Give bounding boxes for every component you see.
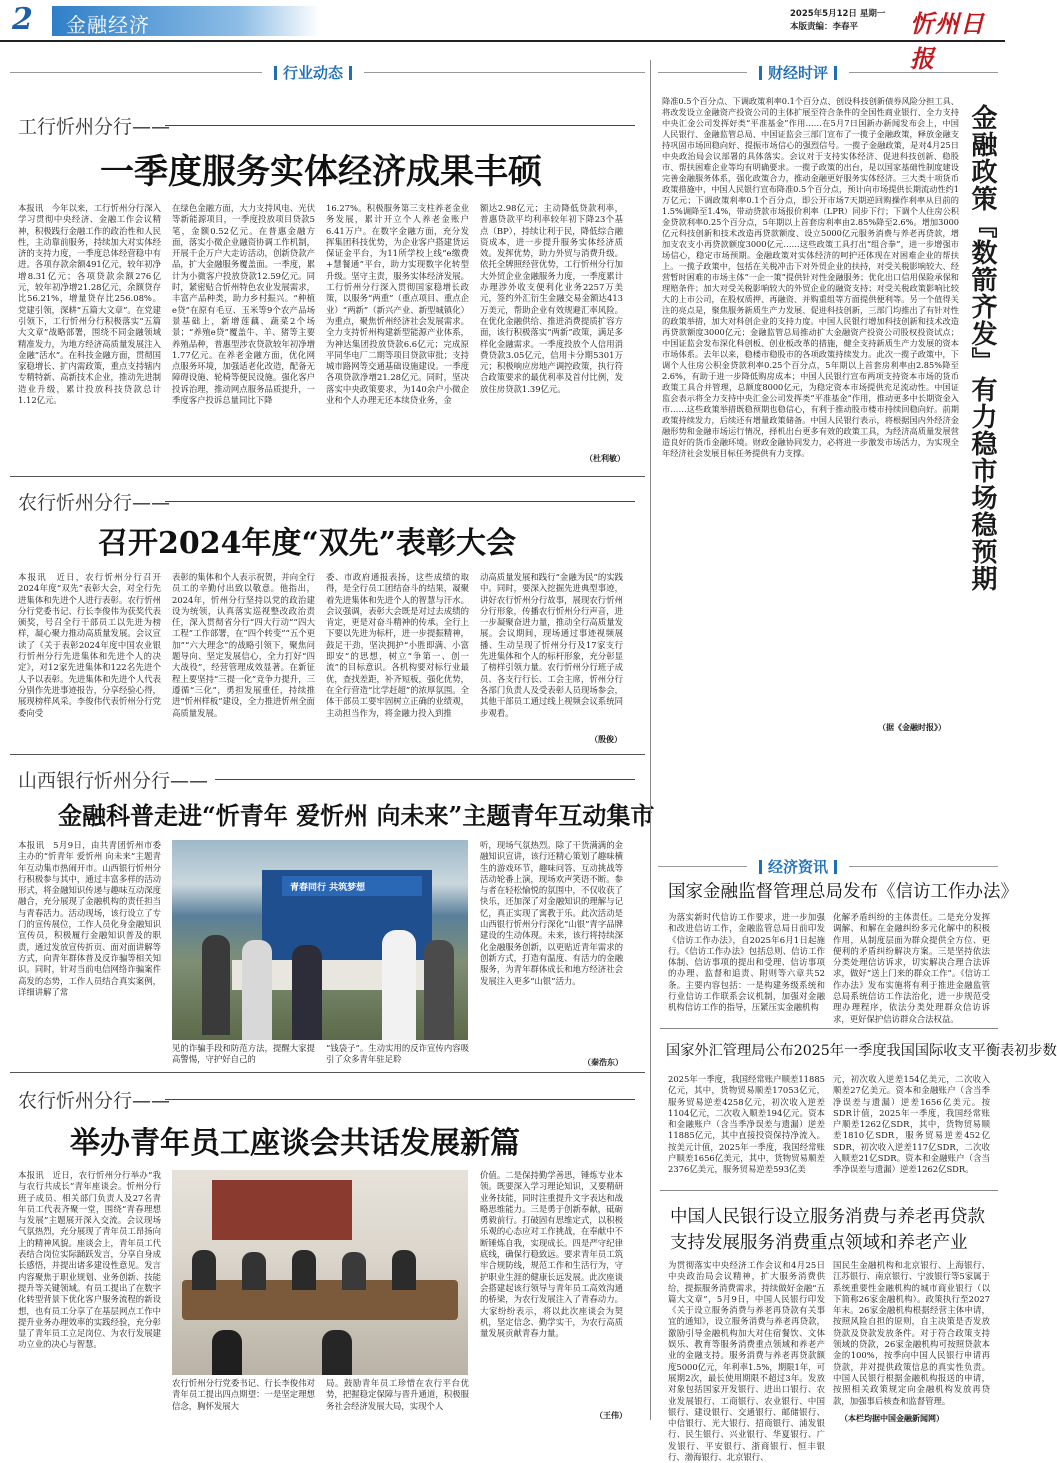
- page-editor: 本版责编：李春平: [790, 22, 859, 32]
- page-number: 2: [12, 2, 33, 37]
- article1-credit: （杜利敏）: [585, 454, 625, 463]
- news1-col2: 化解矛盾纠纷的主体责任。二是充分发挥调解、和解在金融纠纷多元化解中的积极作用，从制度层面为群众提供全方位、更便利的矛盾纠纷解决方案。三是坚持依法分类处理信访诉求，切实解决合理合法诉求，做好“送上门来的群众工作”。《信访工作办法》发布实施将有利于推进金融监管总局系统信访工作法治化，进一步规范受理办理程序，依法分类处理群众信访诉求，更好保护信访群众合法权益。: [833, 912, 990, 1024]
- article1-headline: 一季度服务实体经济成果丰硕: [100, 152, 542, 192]
- news3-col2: 国民生金融机构和北京银行、上海银行、江苏银行、南京银行、宁波银行等5家属于系统重要性金融机构的城市商业银行（以下简称26家金融机构）。政策执行至2027年末。26家金融机构根据经营主体申请，按照风险自担的原则，自主决策是否发放贷款及贷款发放条件。对于符合政策支持领域的贷款，26家金融机构可按照贷款本金的100%，按季向中国人民银行申请再贷款，并对提供政策信息的真实性负责。中国人民银行根据金融机构报送的申请，按照相关政策规定向金融机构发放再贷款，加强事后核查和监督管理。: [833, 1260, 990, 1406]
- news3-credit: （本栏均据中国金融新闻网）: [840, 1414, 944, 1423]
- article3-col1: 本报讯 5月9日，由共青团忻州市委主办的“忻青年 爱忻州 向未来”主题青年互动集市热闹开市。山西银行忻州分行积极参与其中，通过丰富多样的活动形式，将金融知识传递与趣味互动深度融合，充分展现了金融机构的责任担当与青春活力。活动现场，该行设立了专门的宣传展位，工作人员化身金融知识宣传员，积极履行金融知识普及的职责，通过发放宣传折页、面对面讲解等方式，向青年群体普及反诈骗等相关知识。同时，针对当前电信网络诈骗案件高发的态势，工作人员结合真实案例，详细讲解了常: [18, 840, 161, 997]
- photo-attendee-1: [192, 1250, 216, 1290]
- photo-screen: [212, 1180, 352, 1240]
- section-label-industry: 行业动态: [262, 62, 364, 83]
- commentary-credit: （据《金融时报》）: [878, 723, 946, 732]
- photo-person-5: [424, 940, 454, 1040]
- article1-kicker: 工行忻州分行——: [18, 116, 171, 138]
- news2-col1: 2025年一季度，我国经常账户顺差11885亿元，其中，货物贸易顺差17053亿元，服务贸易逆差4258亿元，初次收入逆差1104亿元，二次收入顺差194亿元。资本和金融账户（含当季净误差与遗漏）逆差11885亿元，其中直接投资保持净流入。按美元计值，2025年一季度，我国经常账户顺差1656亿美元，其中，货物贸易顺差2376亿美元，服务贸易逆差593亿美: [668, 1074, 825, 1175]
- article2-kicker: 农行忻州分行——: [18, 492, 171, 514]
- meeting-photo: [172, 1170, 468, 1375]
- article4-kicker-line: [165, 1099, 635, 1100]
- article2-col2: 表彰的集体和个人表示祝贺，并向全行员工的辛勤付出致以敬意。他指出，2024年，忻州分行坚持以党的政治建设为统领，认真落实巡视整改政治责任，深入贯彻省分行“四大行动”“四大工程”工作部署，在“四个转变”“五个更加”“六大理念”的战略引领下，聚焦问题导向、坚定发展信心，全力打好“四大战役”，经营管理成效显著。在新征程上要坚持“三提一化”竞争力提升，三遵循“三化”，勇担发展重任，持续推进“忻州样板”建设，全力推进忻州全面高质量发展。: [172, 572, 315, 718]
- article3-col2: 见的诈骗手段和防范方法，提醒大家提高警惕，守护好自己的: [172, 1043, 315, 1065]
- article2-col1: 本报讯 近日，农行忻州分行召开2024年度“双先”表彰大会，对全行先进集体和先进个人进行表彰。农行忻州分行党委书记、行长李俊伟为获奖代表颁奖，号召全行干部员工以先进为榜样，凝心聚力推动高质量发展。会议宣读了《关于表彰2024年度中国农业银行忻州分行先进集体和先进个人的决定》，对12家先进集体和122名先进个人予以表彰。先进集体和先进个人代表分别作先进事迹报告，分享经验心得，展现榜样风采。李俊伟代表忻州分行党委向受: [18, 572, 161, 718]
- masthead-rule: [0, 40, 1005, 42]
- article3-kicker-line: [215, 779, 635, 780]
- photo-attendee-4: [342, 1252, 366, 1290]
- article2-col3: 委、市政府通报表扬，这些成绩的取得，是全行员工团结奋斗的结果，凝聚着先进集体和先进个人的智慧与汗水。会议强调，表彰大会既是对过去成绩的肯定，更是对奋斗精神的传承。全行上下要以先进为标杆，进一步提振精神，鼓足干劲，坚决拥护“小胜即满、小富即安”的思想，树立“争第一、创一流”的目标意识。各机构要对标行业最优，查找差距，补齐短板，强化优势，在全行营造“比学赶超”的浓厚氛围。全体干部员工要牢固树立正确的业绩观，主动担当作为，将金融力投入到推: [326, 572, 469, 718]
- column-divider: [650, 60, 651, 1420]
- section-name: 金融经济: [66, 13, 150, 37]
- news2-col2: 元，初次收入逆差154亿美元，二次收入顺差27亿美元。资本和金融账户（含当季净误差与遗漏）逆差1656亿美元。按SDR计值，2025年一季度，我国经常账户顺差1262亿SDR，其中，货物贸易顺差1810亿SDR，服务贸易逆差452亿SDR，初次收入逆差117亿SDR，二次收入顺差21亿SDR。资本和金融账户（含当季净误差与遗漏）逆差1262亿SDR。: [833, 1074, 990, 1175]
- article3-kicker: 山西银行忻州分行——: [18, 770, 209, 792]
- section-label-economic-news: 经济资讯: [747, 856, 849, 877]
- article2-headline: 召开2024年度“双先”表彰大会: [98, 526, 517, 561]
- article2-col4: 动高质量发展和践行“金融为民”的实践中。同时，要深入挖掘先进典型事迹，讲好农行忻州分行故事，展现农行忻州分行形象，传播农行忻州分行声音，进一步凝聚奋进力量，推动全行高质量发展。会议期间，现场通过事迹视频展播、生动呈现了忻州分行及17家支行先进集体和个人的标杆形象，充分彰显了榜样引领力量。农行忻州分行班子成员、各支行行长、工会主席，忻州分行各部门负责人及受表彰人员现场参会，其他干部员工通过线上视频会议系统同步观看。: [480, 572, 623, 718]
- page-number-badge: [8, 2, 36, 37]
- article1-col4: 额达2.98亿元；主动降低贷款利率，普惠贷款平均利率较年初下降23个基点（BP），持续让利于民，降低综合融资成本，进一步提升服务实体经济质效。发挥优势，助力外贸与消费升级。依托全牌照经营优势，工行忻州分行加大外贸企业金融服务力度，一季度累计办理涉外收支便利化业务2257万美元，签约外汇衍生金融交易金额达413万美元，帮助企业有效规避汇率风险。在优化金融供给、推进消费提质扩容方面，该行积极落实“两新”政策，满足多样化金融需求。一季度投放个人信用消费贷款3.05亿元，信用卡分期5301万元；积极响应房地产调控政策，执行符合政策要求的最优利率及首付比例，发放住房贷款1.39亿元。: [480, 203, 623, 394]
- news-divider-2: [660, 1190, 998, 1191]
- divider-1: [10, 476, 645, 477]
- article4-headline: 举办青年员工座谈会共话发展新篇: [70, 1126, 520, 1161]
- photo-person-2: [242, 940, 272, 1040]
- photo-attendee-2: [242, 1252, 266, 1290]
- divider-2: [10, 754, 645, 755]
- photo-banner-text: 青春同行 共筑梦想: [290, 883, 366, 893]
- news3-headline-line1: 中国人民银行设立服务消费与养老再贷款: [670, 1207, 985, 1227]
- article3-col4: 听，现场气氛热烈。除了干货满满的金融知识宣讲，该行还精心策划了趣味横生的游戏环节，趣味问答、互动挑战等活动轮番上演，现场欢声笑语不断。参与者在轻松愉悦的氛围中，不仅收获了快乐，还加深了对金融知识的理解与记忆，真正实现了寓教于乐。此次活动是山西银行忻州分行深化“山银”青字品牌建设的生动体现。未来，该行将持续深化金融服务创新，以更贴近青年需求的创新方式，打造有温度、有活力的金融服务，为青年群体成长和地方经济社会发展注入更多“山银”活力。: [480, 840, 623, 986]
- commentary-vertical-title-2: 有力稳市场稳预期: [967, 376, 997, 592]
- news2-headline: 国家外汇管理局公布2025年一季度我国国际收支平衡表初步数: [666, 1043, 1057, 1059]
- article4-col4: 价值。二是保持勤学善思，锤炼专业本领。既要深入学习理论知识，又要精研业务技能，同时注重提升文字表达和战略思维能力。三是勇于创新奉献，砥砺勇毅前行。打破固有思维定式，以积极乐观的心态应对工作挑战，在奉献中不断锤炼自我，实现成长。四是严守纪律底线，确保行稳致远。要求青年员工筑牢合规防线，规范工作和生活行为，守护职业生涯的健康长远发展。此次座谈会搭建起该行领导与青年员工高效沟通的桥梁，为农行发展注入了青春动力。大家纷纷表示，将以此次座谈会为契机，坚定信念、勤学实干，为农行高质量发展贡献青春力量。: [480, 1170, 623, 1339]
- article4-credit: （王伟）: [595, 1411, 627, 1420]
- section-label-commentary: 财经时评: [747, 62, 849, 83]
- photo-attendee-5: [392, 1250, 416, 1290]
- article2-kicker-line: [165, 501, 635, 502]
- photo-person-1: [202, 935, 230, 1035]
- commentary-body: 降准0.5个百分点、下调政策利率0.1个百分点、创设科技创新债券风险分担工具、将改发设立金融资产投资公司的主体扩展至符合条件的全国性商业银行、全力支持中央汇金公司发挥好类“平准基金”作用……在5月7日国新办新闻发布会上，中国人民银行、金融监管总局、中国证监会三部门宣布了一揽子金融政策，释放金融支持巩固市场回稳向好、提振市场信心的强烈信号。一揽子金融政策，是对4月25日中央政治局会议部署的具体落实。会议对于支持实体经济、促进科技创新、稳股市、帮扶困难企业等均有明确要求。一揽子政策的出台，是以国家基础性制度建设完善金融服务体系，强化政策合力，推动金融更好服务实体经济。三大类十项货币政策措施中，中国人民银行宣布降准0.5个百分点，预计向市场提供长期流动性约1万亿元；下调政策利率0.1个百分点，即公开市场7天期逆回购操作利率从目前的1.5%调降至1.4%，带动贷款市场报价利率（LPR）同步下行；下调个人住房公积金贷款利率0.25个百分点，5年期以上首套房利率由2.85%降至2.6%。增加3000亿元科技创新和技术改造再贷款额度、设立5000亿元服务消费与养老再贷款，增加支农支小再贷款额度3000亿元……这些政策工具打出“组合拳”，进一步增强市场信心，稳定市场预期。金融政策对实体经济的呵护还体现在对困难企业的帮扶上。一揽子政策中，包括在关税冲击下对外贸企业的扶持，对受关税影响较大、经营暂时困难的市场主体“一企一策”提供针对性金融服务；优化出口信用保险承保和理赔条件；加大对受关税影响较大的外贸企业的融资支持；对受关税政策影响比较大的上市公司，在股权质押、再融资、并购重组等方面提供便利等。另一个值得关注的亮点是，聚焦服务新质生产力发展、促进科技创新，三部门均推出了有针对性的政策举措，加大对科创企业的支持力度。中国人民银行增加科技创新和技术改造再贷款额度3000亿元；金融监管总局推动扩大金融资产投资公司股权投资试点；中国证监会发布深化科创板、创业板改革的措施，健全支持新质生产力发展的资本市场体系。去年以来，稳楼市稳股市的各项政策持续发力。此次一揽子政策中，下调个人住房公积金贷款利率0.25个百分点，5年期以上首套房利率由2.85%降至2.6%，有助于进一步降低购房成本；中国人民银行宣布两项支持资本市场的货币政策工具合并管理，总额度8000亿元，为稳定资本市场提供充足流动性。中国证监会表示将全力支持中央汇金公司发挥类“平准基金”作用，推动更多中长期资金入市……这些政策举措既稳预期也稳信心，有利于推动股市楼市持续回稳向好。前期政策持续发力，后续还有增量政策储备。中国人民银行表示，将根据国内外经济金融形势和金融市场运行情况，择机出台更多有效的政策工具，为经济高质量发展营造良好的货币金融环境。财政金融协同发力，必将进一步激发市场活力，为实现全年经济社会发展目标任务提供有力支撑。: [662, 96, 959, 458]
- news-divider-1: [660, 1028, 998, 1029]
- newspaper-logo: 忻州日报: [910, 9, 985, 73]
- photo-meeting-table: [182, 1280, 458, 1320]
- article1-col1: 本报讯 今年以来，工行忻州分行深入学习贯彻中央经济、金融工作会议精神，积极践行金融工作的政治性和人民性，主动靠前服务，持续加大对实体经济的支持力度，一季度总体经营稳中有进。各项存款余额491亿元，较年初净增8.31亿元；各项贷款余额276亿元，较年初净增21.28亿元，余额贷存比56.21%，增量贷存比256.08%。党建引领，深耕“五篇大文章”。在党建引领下，工行忻州分行积极落实“五篇大文章”战略部署，围绕不同金融领域精准发力，为地方经济高质量发展注入金融“活水”。在科技金融方面，贯彻国家稳增长、扩内需政策，重点支持辖内专精特新、高新技术企业，推动先进制造业升级，累计投放科技贷款总计1.12亿元。: [18, 203, 161, 406]
- commentary-vertical-title-1: 金融政策『数箭齐发』: [967, 104, 997, 374]
- news1-headline: 国家金融监督管理总局发布《信访工作办法》: [668, 882, 1018, 902]
- divider-3: [10, 1072, 645, 1073]
- news3-col1: 为贯彻落实中央经济工作会议和4月25日中央政治局会议精神，扩大服务消费供给，提振服务消费需求，持续做好金融“五篇大文章”，5月9日，中国人民银行印发《关于设立服务消费与养老再贷款有关事宜的通知》，设立服务消费与养老再贷款，激励引导金融机构加大对住宿餐饮、文体娱乐、教育等服务消费重点领域和养老产业的金融支持。服务消费与养老再贷款额度5000亿元，年利率1.5%，期限1年，可展期2次，最长使用期限不超过3年。发放对象包括国家开发银行、进出口银行、农业发展银行、工商银行、农业银行、中国银行、建设银行、交通银行、邮储银行、中信银行、光大银行、招商银行、浦发银行、民生银行、兴业银行、华夏银行、广发银行、平安银行、浙商银行、恒丰银行、渤海银行、北京银行、: [668, 1260, 825, 1463]
- article1-col2: 在绿色金融方面，大力支持风电、光伏等新能源项目，一季度投放项目贷款5笔，金额0.52亿元。在普惠金融方面，落实小微企业融资协调工作机制，开展千企万户大走访活动，创新贷款产品，扩大金融服务覆盖面。一季度，累计为小微客户投放贷款12.59亿元。同时，紧密贴合忻州特色农业发展需求，丰富产品种类，助力乡村振兴。“种植e贷”在原有毛豆、玉米等9个农产品场景基础上，新增莲藕、蔬菜2个场景；“养殖e贷”覆盖牛、羊、猪等主要养殖品种，普惠型涉农贷款较年初净增1.77亿元。在养老金融方面，优化网点服务环境，加强适老化改造，配备无障碍设施、轮椅等便民设施。强化客户投诉治理，推动网点服务品质提升，一季度客户投诉总量同比下降: [172, 203, 315, 406]
- article4-col1: 本报讯 近日，农行忻州分行举办“我与农行共成长”青年座谈会。忻州分行班子成员、相关部门负责人及27名青年员工代表齐聚一堂，围绕“青春理想与发展”主题展开深入交流。会议现场气氛热烈，充分展现了青年员工昂扬向上的精神风貌。座谈会上，青年员工代表结合岗位实际踊跃发言，分享自身成长感悟，并提出诸多建设性意见。发言内容聚焦于职业规划、业务创新、技能提升等关键领域。有员工提出了在数字化转型背景下优化客户服务流程的新设想，也有员工分享了在基层网点工作中提升业务办理效率的实践经验，充分彰显了青年员工立足岗位、为农行发展建功立业的决心与智慧。: [18, 1170, 161, 1350]
- article4-col3: 局。鼓励青年员工珍惜在农行平台优势，把握稳定保障与晋升通道，积极服务社会经济发展大局，实现个人: [326, 1378, 469, 1411]
- news3-headline-line2: 支持发展服务消费重点领域和养老产业: [670, 1233, 968, 1253]
- article3-credit: （秦浩东）: [583, 1058, 623, 1067]
- article1-kicker-line: [165, 125, 635, 126]
- article1-col3: 16.27%。积极服务第三支柱养老金业务发展，累计开立个人养老金账户6.41万户。在数字金融方面，充分发挥集团科技优势，为企业客户搭建货运保证金平台，为11所学校上线“e缴费+慧餐通”平台，助力实现数字化转型升级。坚守主责，服务实体经济发展。工行忻州分行深入贯彻国家稳增长政策，以服务“两重”（重点项目、重点企业）“两新”（新兴产业、新型城镇化）为重点，聚焦忻州经济社会发展需求。全力支持忻州构建新型能源产业体系，为神达集团投放贷款6.6亿元；完成原平同华电厂二期等项目贷款审批；支持城市路网等交通基础设施建设。一季度各项贷款净增21.28亿元。同时，坚决落实中央政策要求，为140余户小微企业和个人办理无还本续贷业务，金: [326, 203, 469, 406]
- photo-attendee-3: [292, 1250, 316, 1290]
- article4-col2: 农行忻州分行党委书记、行长李俊伟对青年员工提出四点期望：一是坚定理想信念，胸怀发展大: [172, 1378, 315, 1411]
- photo-attendee-7: [322, 1330, 352, 1375]
- photo-person-3: [292, 945, 322, 1040]
- issue-date: 2025年5月12日 星期一: [790, 9, 886, 19]
- article4-kicker: 农行忻州分行——: [18, 1090, 171, 1112]
- event-photo: [172, 840, 468, 1040]
- photo-person-4: [382, 930, 416, 1040]
- article3-headline: 金融科普走进“忻青年 爱忻州 向未来”主题青年互动集市: [58, 801, 655, 830]
- news1-col1: 为落实新时代信访工作要求，进一步加强和改进信访工作，金融监管总局日前印发《信访工作办法》，自2025年6月1日起施行。《信访工作办法》包括总则、信访工作体制、信访事项的提出和受理、信访事项的办理、监督和追责、附则等六章共52条。主要内容包括：一是构建务级系统和行业信访工作联系会议机制，加强对金融机构信访工作的指导，压紧压实金融机构: [668, 912, 825, 1013]
- photo-attendee-6: [212, 1330, 242, 1375]
- article2-credit: （殷俊）: [590, 735, 622, 744]
- article3-col3: “钱袋子”。生动实用的反诈宣传内容吸引了众多青年驻足聆: [326, 1043, 469, 1065]
